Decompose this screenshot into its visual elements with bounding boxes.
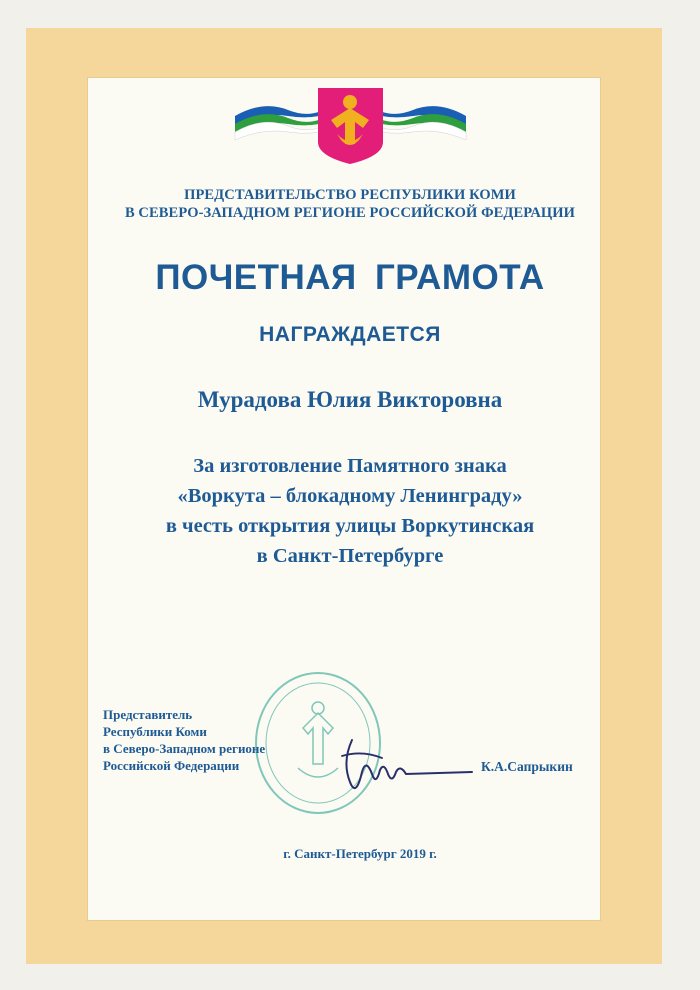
handwritten-signature-icon — [322, 732, 482, 802]
awarded-label: НАГРАЖДАЕТСЯ — [259, 323, 441, 346]
place-and-year: г. Санкт-Петербург 2019 г. — [283, 846, 437, 861]
reason-line: в Санкт-Петербурге — [256, 545, 444, 567]
organization-header — [0, 186, 700, 222]
position-line: Российской Федерации — [103, 758, 240, 773]
position-line: Представитель — [103, 707, 193, 722]
reason-line: За изготовление Памятного знака — [193, 455, 507, 477]
org-line-1: ПРЕДСТАВИТЕЛЬСТВО РЕСПУБЛИКИ КОМИ — [184, 187, 516, 203]
signatory-name: К.А.Сапрыкин — [481, 759, 573, 774]
reason-line: «Воркута – блокадному Ленинграду» — [177, 485, 523, 507]
recipient-name: Мурадова Юлия Викторовна — [197, 387, 503, 412]
org-line-2: В СЕВЕРО-ЗАПАДНОМ РЕГИОНЕ РОССИЙСКОЙ ФЕДЕРАЦИИ — [124, 205, 576, 221]
certificate-title: ПОЧЕТНАЯ ГРАМОТА — [155, 258, 545, 297]
position-line: в Северо-Западном регионе — [103, 741, 266, 756]
signatory-position — [103, 706, 293, 774]
position-line: Республики Коми — [103, 724, 207, 739]
reason-line: в честь открытия улицы Воркутинская — [165, 515, 535, 537]
komi-flag-coat-of-arms-icon — [233, 86, 468, 166]
award-reason — [0, 451, 700, 571]
